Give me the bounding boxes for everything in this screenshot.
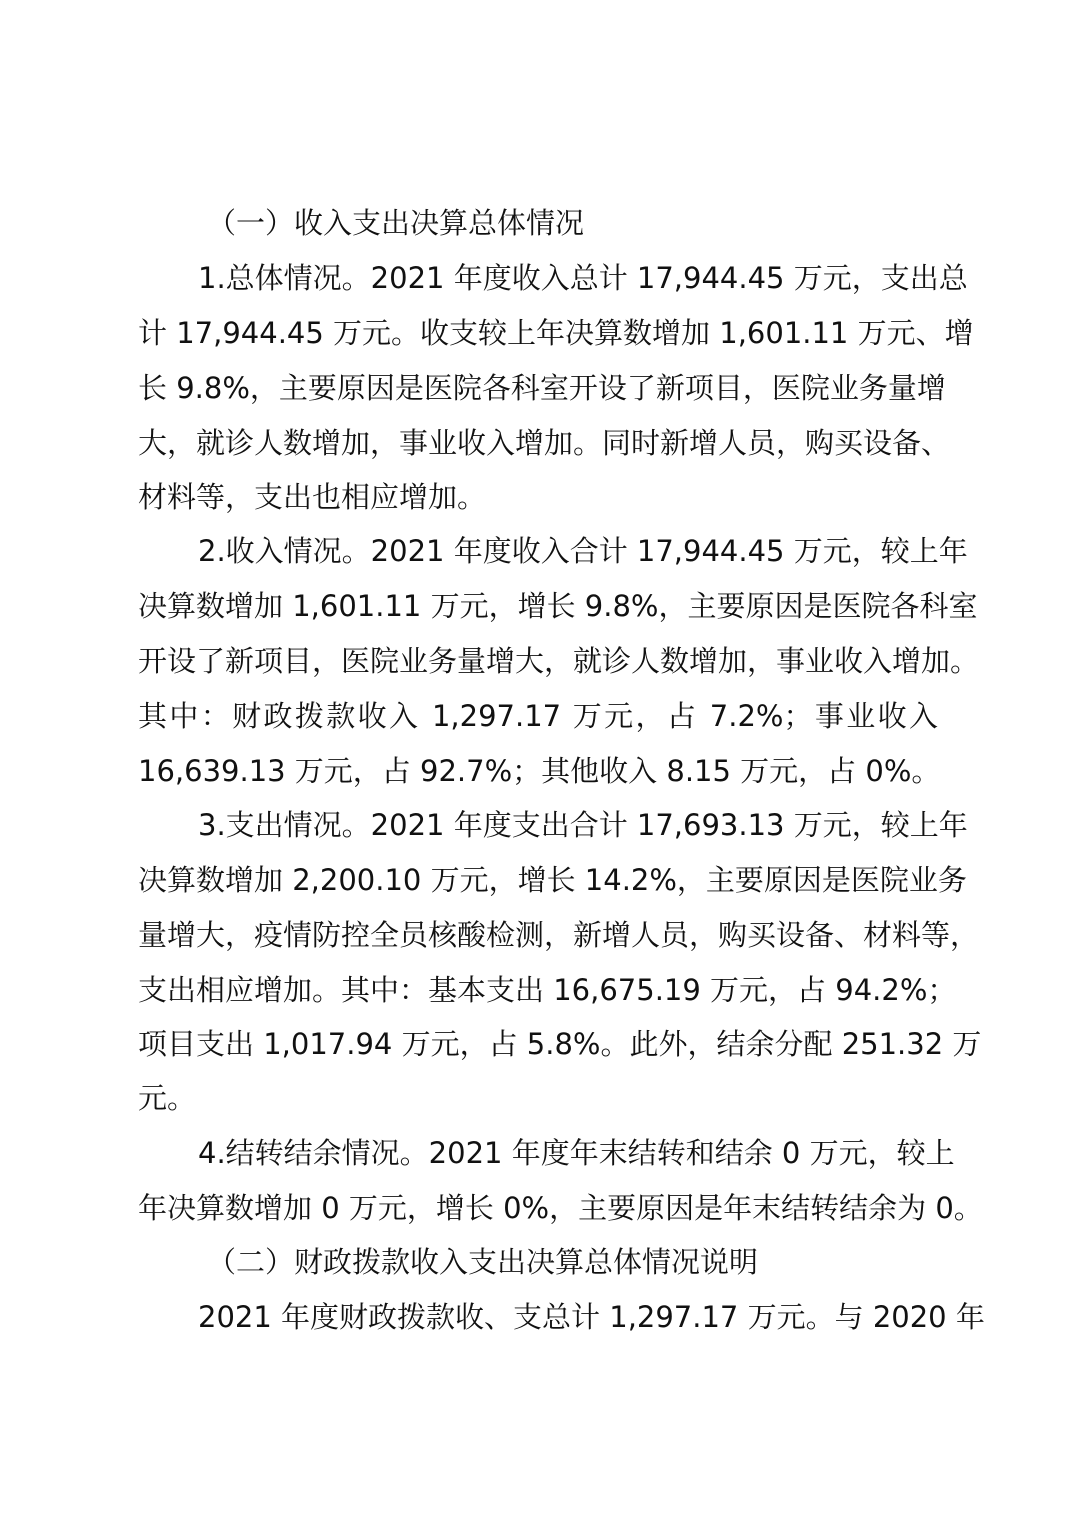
paragraph-3-line-4: 支出相应增加。其中：基本支出 16,675.19 万元，占 94.2%； <box>138 973 957 1007</box>
paragraph-1-line-3: 长 9.8%，主要原因是医院各科室开设了新项目，医院业务量增 <box>138 371 946 405</box>
paragraph-3-line-6: 元。 <box>138 1081 197 1115</box>
paragraph-3-line-2: 决算数增加 2,200.10 万元，增长 14.2%，主要原因是医院业务 <box>138 863 967 897</box>
paragraph-3-line-3: 量增大，疫情防控全员核酸检测，新增人员，购买设备、材料等， <box>138 918 980 952</box>
paragraph-2-line-5: 16,639.13 万元，占 92.7%；其他收入 8.15 万元，占 0%。 <box>138 754 941 788</box>
paragraph-4-line-2: 年决算数增加 0 万元，增长 0%，主要原因是年末结转结余为 0。 <box>138 1191 983 1225</box>
paragraph-1-line-1: 1.总体情况。2021 年度收入总计 17,944.45 万元，支出总 <box>198 261 968 295</box>
paragraph-1-line-5: 材料等，支出也相应增加。 <box>138 480 487 514</box>
paragraph-1-line-4: 大，就诊人数增加，事业收入增加。同时新增人员，购买设备、 <box>138 426 951 460</box>
section-heading-1: （一）收入支出决算总体情况 <box>207 206 585 240</box>
paragraph-1-line-2: 计 17,944.45 万元。收支较上年决算数增加 1,601.11 万元、增 <box>138 316 974 350</box>
section-heading-2: （二）财政拨款收入支出决算总体情况说明 <box>207 1245 759 1279</box>
paragraph-3-line-5: 项目支出 1,017.94 万元，占 5.8%。此外，结余分配 251.32 万 <box>138 1027 982 1061</box>
paragraph-2-line-1: 2.收入情况。2021 年度收入合计 17,944.45 万元，较上年 <box>198 534 968 568</box>
paragraph-2-line-4: 其中：财政拨款收入 1,297.17 万元，占 7.2%；事业收入 <box>138 699 938 733</box>
paragraph-2-line-2: 决算数增加 1,601.11 万元，增长 9.8%，主要原因是医院各科室 <box>138 589 978 623</box>
paragraph-2-line-3: 开设了新项目，医院业务量增大，就诊人数增加，事业收入增加。 <box>138 644 980 678</box>
paragraph-4-line-1: 4.结转结余情况。2021 年度年末结转和结余 0 万元，较上 <box>198 1136 955 1170</box>
paragraph-5-line-1: 2021 年度财政拨款收、支总计 1,297.17 万元。与 2020 年 <box>198 1300 985 1334</box>
paragraph-3-line-1: 3.支出情况。2021 年度支出合计 17,693.13 万元，较上年 <box>198 808 968 842</box>
